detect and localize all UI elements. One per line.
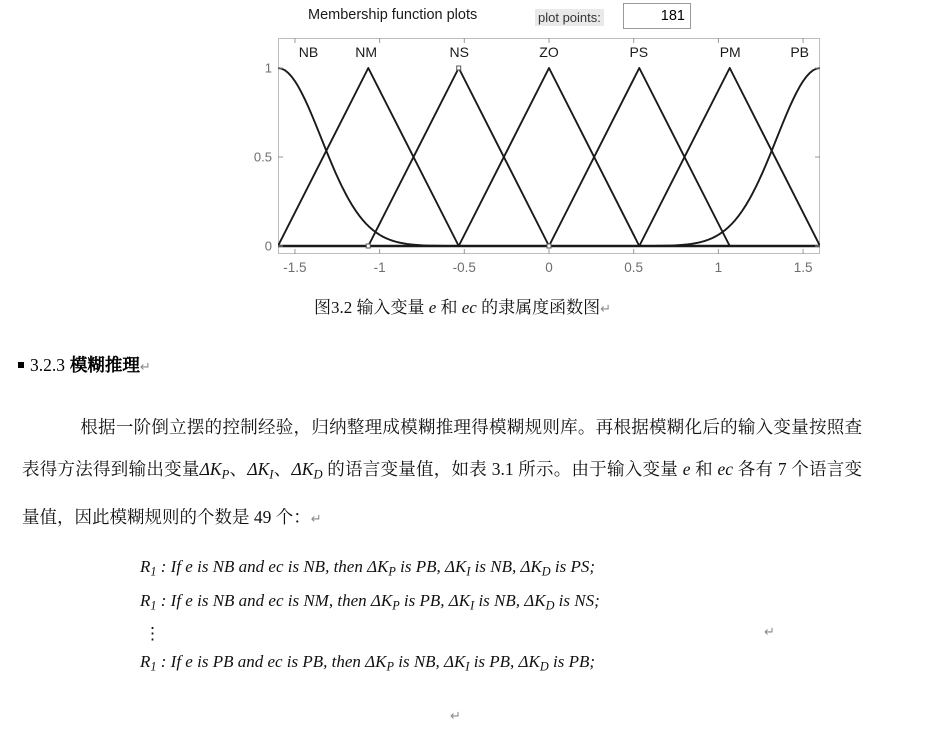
body-paragraph [22, 406, 862, 540]
plot-points-input[interactable] [623, 3, 691, 29]
rule-2-text-a: : If e is NB and ec is NM, then ΔK [156, 591, 393, 611]
separator-1: 、 [229, 459, 248, 479]
rule-1-text-c: is NB, ΔK [470, 557, 542, 576]
paragraph-sentence-4: 各有 7 个语言变量值，因此模糊规则的个数是 49 个： [22, 459, 863, 527]
fuzzy-rules-block [140, 552, 840, 681]
fuzzy-rule-last [140, 647, 840, 681]
x-ticklabel-4: 0.5 [624, 260, 644, 275]
section-heading [18, 352, 151, 377]
rule-last-id: R [140, 651, 151, 671]
rule-1-id-subscript: 1 [150, 564, 157, 579]
rule-2-text-b: is PB, ΔK [399, 591, 471, 611]
paragraph-sentence-3: 和 [690, 459, 718, 479]
caption-pilcrow-mark: ↵ [600, 301, 612, 316]
x-ticklabel-0: -1.5 [283, 260, 307, 275]
paragraph-variable-ec: ec [717, 459, 734, 479]
mf-axes [253, 38, 820, 275]
section-number: 3.2.3 [30, 355, 65, 375]
x-ticklabel-3: 0 [545, 260, 553, 275]
rule-last-text-c: is PB, ΔK [469, 651, 540, 671]
caption-variable-ec: ec [461, 298, 477, 317]
rule-last-text-b: is NB, ΔK [393, 651, 466, 671]
separator-2: 、 [273, 459, 292, 479]
rule-2-sub-i: I [470, 598, 475, 613]
rules-pilcrow-mark: ↵ [764, 624, 775, 639]
mf-label-nb: NB [298, 44, 319, 60]
mf-window-title: Membership function plots [308, 7, 478, 23]
rule-last-sub-p: P [386, 659, 394, 674]
mf-label-pb: PB [790, 44, 810, 60]
figure-caption [0, 293, 925, 318]
paragraph-sentence-2: 的语言变量值，如表 3.1 所示。由于输入变量 [322, 459, 683, 479]
rule-1-sub-p: P [388, 564, 396, 579]
delta-ki-symbol: ΔK [247, 459, 270, 479]
mf-window-titlebar [130, 2, 695, 32]
caption-suffix: 的隶属度函数图 [476, 298, 601, 317]
rule-last-sub-d: D [539, 659, 549, 674]
section-title: 模糊推理 [69, 355, 140, 375]
caption-prefix: 图3.2 输入变量 [313, 298, 429, 317]
paragraph-sentence-1: 根据一阶倒立摆的控制经验，归纳整理成模糊推理得模糊规则库。再根据模糊化后的输入变量按照查表得方法得到输出变量 [22, 417, 862, 479]
rule-2-sub-d: D [545, 598, 555, 613]
membership-function-figure [0, 0, 925, 290]
rule-2-sub-p: P [392, 598, 400, 613]
mf-curves-svg [278, 38, 820, 254]
paragraph-variable-e: e [682, 459, 691, 479]
fuzzy-rule-1 [140, 552, 840, 586]
plot-points-value: 181 [660, 8, 685, 24]
rule-2-id-subscript: 1 [150, 598, 157, 613]
delta-kp-subscript: P [221, 467, 230, 482]
bottom-cutoff-text [340, 738, 640, 747]
y-ticklabel-1: 0.5 [253, 149, 272, 165]
rule-2-text-d: is NS; [554, 591, 600, 611]
mf-label-nm: NM [355, 44, 377, 60]
mf-label-pm: PM [719, 44, 741, 60]
rule-1-text-d: is PS; [550, 557, 596, 576]
mf-label-ns: NS [449, 44, 469, 60]
delta-kp-symbol: ΔK [199, 459, 222, 479]
y-ticklabel-0: 0 [264, 238, 272, 254]
plot-points-label: plot points: [535, 9, 604, 26]
fuzzy-rule-2 [140, 586, 840, 620]
x-ticklabel-2: -0.5 [452, 260, 476, 275]
bullet-square-icon [18, 362, 24, 368]
delta-kd-symbol: ΔK [291, 459, 314, 479]
x-ticklabel-5: 1 [714, 260, 723, 275]
mf-label-zo: ZO [539, 44, 559, 60]
rule-last-text-a: : If e is PB and ec is PB, then ΔK [156, 651, 387, 671]
rule-1-sub-i: I [466, 564, 471, 579]
x-ticklabel-1: -1 [373, 260, 386, 275]
heading-pilcrow-mark: ↵ [139, 359, 151, 374]
mf-plot-window [130, 0, 813, 285]
rule-1-sub-d: D [541, 564, 551, 579]
rules-vertical-ellipsis: ⋮ [144, 623, 161, 643]
rule-2-text-c: is NB, ΔK [474, 591, 546, 611]
y-ticklabel-2: 1 [264, 60, 272, 76]
delta-kd-subscript: D [313, 467, 323, 482]
delta-ki-subscript: I [269, 467, 274, 482]
paragraph-pilcrow-mark: ↵ [310, 510, 322, 526]
rule-1-text-b: is PB, ΔK [395, 557, 467, 576]
rule-1-text-a: : If e is NB and ec is NB, then ΔK [156, 557, 389, 576]
x-ticklabel-6: 1.5 [793, 260, 813, 275]
rule-1-id: R [140, 557, 151, 576]
caption-variable-e: e [428, 298, 437, 317]
rule-last-text-d: is PB; [548, 651, 596, 671]
footer-pilcrow-mark: ↵ [450, 708, 461, 723]
mf-label-ps: PS [629, 44, 649, 60]
rule-2-id: R [140, 591, 151, 611]
caption-middle: 和 [436, 298, 462, 317]
rule-last-sub-i: I [465, 659, 470, 674]
rule-last-id-subscript: 1 [150, 659, 157, 674]
